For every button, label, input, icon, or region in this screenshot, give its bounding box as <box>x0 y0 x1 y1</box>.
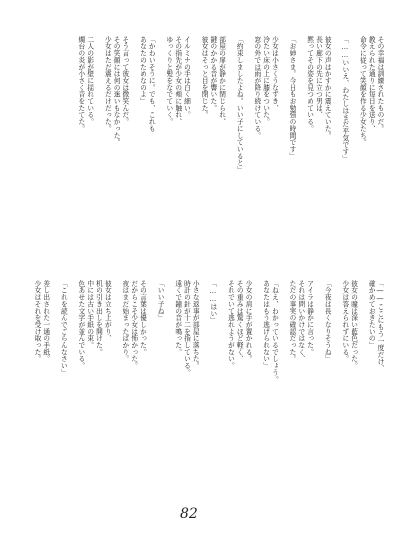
bottom-text-block: 「――ここにもう一度だけ、 確かめておきたいの」 彼女の瞳は深い藍色だった。 少女は答えられずにいる。 「今夜は長くなりそうね」 アイラは静かに言った。 それは問いかけではなく、 ただの事実の確認だった。 「ねえ、わかっているでしょう。 あなたはもう逃げられない」 少女の肩に手が置かれる。 その重みは驚くほど軽く、 それでいて逃れようがない。 「……はい」 小さな返事が部屋に落ちた。 時計の針が十二を指している。 遠くで鐘の音が鳴った。 「いい子ね」 その言葉は優しかった。 だからこそ少女は怖かった。 夜はまだ始まったばかり。 彼女は立ち上がり、 机の引き出しを開けた。 中には古い手紙の束。 色あせた文字が並んでいる。 「これを読んでごらんなさい」 差し出された一通の手紙。 少女はそれを受け取った。 <box>32 280 384 383</box>
top-text-block: その幸福は訓練されたものだ。 教えられた通りに毎日を送り、 命令に従って笑顔を作る少女たち。 「……いいえ、わたしはまだ平気です」 彼女の声はかすかに震えていた。 長い廊下の先に立つ男は、 黙ってその姿を見つめている。 「お姉さま。今日もお勉強の時間です」 少女は小さくうなずき、 冷たい床の上に膝をついた。 窓の外では雨が降り続けている。 「約束しましたよね。いい子にしていると」 部屋の扉が静かに閉じられ、 鍵のかかる音が響いた。 彼女はそっと目を閉じた。 イルミナの手は白く細い。 その指先が少女の頬に触れ、 ゆっくりと髪をなでていく。 「かわいそうに。でも、これも あなたのためなのよ」 そう言って彼女は微笑んだ。 その笑顔には何の迷いもなかった。 少女はただ震えるだけだった。 二人の影が壁に揺れている。 燭台の炎が小さく音をたてた。 <box>76 36 384 173</box>
page-number: 82 <box>180 506 198 522</box>
